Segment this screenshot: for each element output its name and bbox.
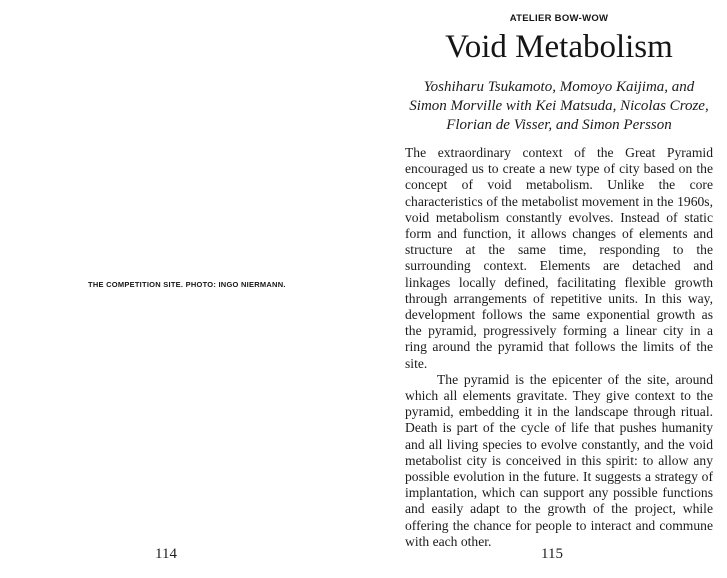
- body-paragraph: The extraordinary context of the Great Pyramid encouraged us to create a new type of city based on the concept of void metabolism. Unlike the core characteristics of the metabolist movement in the 1960s, void metabolism constantly evolves. Instead of static form and function, it allows changes of elements and structure at the same time, responding to the surrounding context. Elements are detached and linkages locally defined, facilitating flexible growth through arrangements of repetitive units. In this way, development follows the same exponential growth as the pyramid, progressively forming a linear city in a ring around the pyramid that follows the limits of the site.: [405, 145, 713, 371]
- article-authors: [405, 78, 713, 135]
- page-number-right: 115: [541, 546, 563, 562]
- photo-caption: THE COMPETITION SITE. PHOTO: INGO NIERMANN.: [88, 280, 286, 289]
- page-number-left: 114: [155, 546, 177, 562]
- authors-line: Florian de Visser, and Simon Persson: [446, 117, 672, 133]
- article: [405, 0, 713, 549]
- body-paragraph: The pyramid is the epicenter of the site, around which all elements gravitate. They give context to the pyramid, embedding it in the landscape through ritual. Death is part of the cycle of life that pushes humanity and all living species to evolve constantly, and the void metabolist city is conceived in this spirit: to allow any possible evolution in the future. It suggests a strategy of implantation, which can support any possible functions and easily adapt to the growth of the project, while offering the chance for people to interact and commune with each other.: [405, 371, 713, 549]
- article-title: Void Metabolism: [445, 29, 673, 65]
- authors-line: Yoshiharu Tsukamoto, Momoyo Kaijima, and: [423, 79, 695, 95]
- authors-line: Simon Morville with Kei Matsuda, Nicolas Croze,: [409, 98, 709, 114]
- article-body: [405, 145, 713, 550]
- article-kicker: ATELIER BOW-WOW: [509, 13, 609, 24]
